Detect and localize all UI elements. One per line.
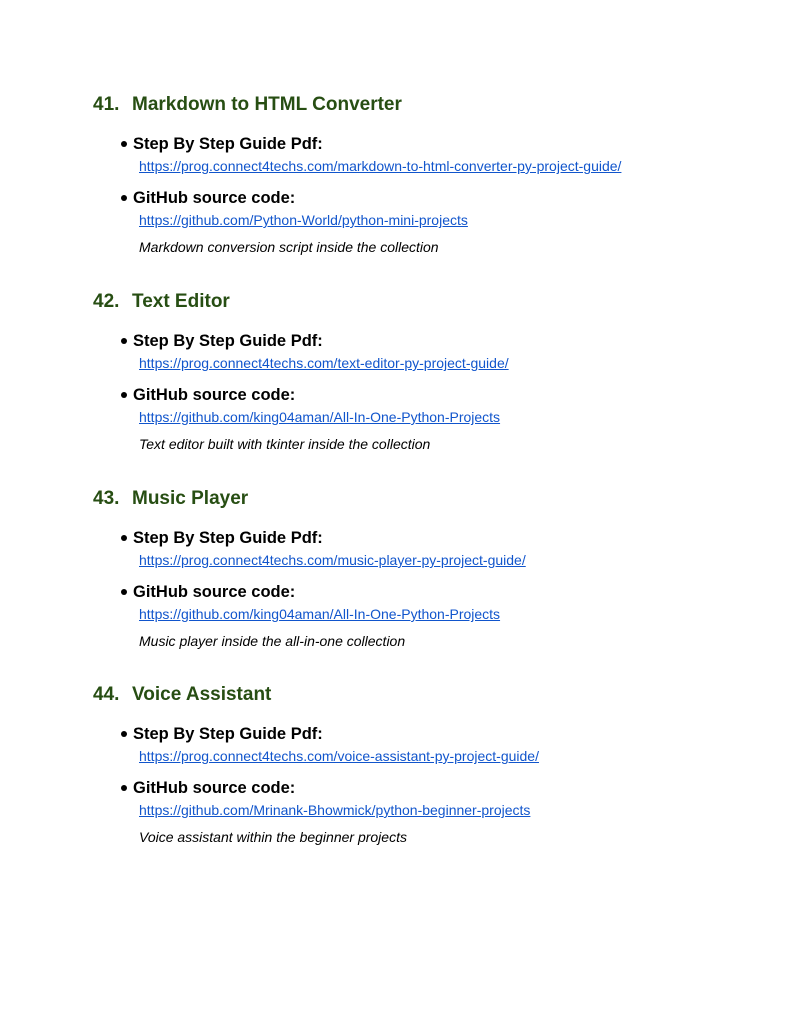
section-number: 44. <box>93 684 120 705</box>
guide-label: Step By Step Guide Pdf: <box>133 725 323 743</box>
guide-item <box>121 330 761 371</box>
github-label: GitHub source code: <box>133 386 296 404</box>
project-note: Voice assistant within the beginner projects <box>139 829 407 845</box>
guide-label: Step By Step Guide Pdf: <box>133 529 323 547</box>
guide-link[interactable]: https://prog.connect4techs.com/text-editor-py-project-guide/ <box>139 355 509 371</box>
github-label: GitHub source code: <box>133 779 296 797</box>
github-link[interactable]: https://github.com/Python-World/python-mini-projects <box>139 212 468 228</box>
bullet-icon <box>121 392 127 398</box>
section-number: 43. <box>93 488 120 509</box>
project-note: Text editor built with tkinter inside the collection <box>139 436 431 452</box>
guide-item <box>121 133 761 174</box>
project-section-42 <box>93 290 753 452</box>
github-link[interactable]: https://github.com/Mrinank-Bhowmick/python-beginner-projects <box>139 802 531 818</box>
github-item <box>121 777 761 845</box>
bullet-icon <box>121 195 127 201</box>
guide-item <box>121 723 761 764</box>
bullet-icon <box>121 338 127 344</box>
section-number: 42. <box>93 291 120 312</box>
guide-label: Step By Step Guide Pdf: <box>133 332 323 350</box>
project-section-44 <box>93 683 753 845</box>
bullet-icon <box>121 141 127 147</box>
github-link[interactable]: https://github.com/king04aman/All-In-One-Python-Projects <box>139 606 501 622</box>
section-title: Markdown to HTML Converter <box>132 94 402 115</box>
guide-link[interactable]: https://prog.connect4techs.com/markdown-to-html-converter-py-project-guide/ <box>139 158 622 174</box>
guide-link[interactable]: https://prog.connect4techs.com/voice-assistant-py-project-guide/ <box>139 748 539 764</box>
bullet-icon <box>121 589 127 595</box>
github-link[interactable]: https://github.com/king04aman/All-In-One-Python-Projects <box>139 409 501 425</box>
project-section-43 <box>93 487 753 649</box>
github-label: GitHub source code: <box>133 583 296 601</box>
section-number: 41. <box>93 94 120 115</box>
guide-item <box>121 527 761 568</box>
github-item <box>121 581 761 649</box>
project-section-41 <box>93 93 753 255</box>
bullet-icon <box>121 731 127 737</box>
section-title: Voice Assistant <box>132 684 272 705</box>
project-note: Music player inside the all-in-one collection <box>139 633 406 649</box>
bullet-icon <box>121 785 127 791</box>
bullet-icon <box>121 535 127 541</box>
section-heading <box>93 487 753 511</box>
github-item <box>121 384 761 452</box>
guide-link[interactable]: https://prog.connect4techs.com/music-player-py-project-guide/ <box>139 552 526 568</box>
github-label: GitHub source code: <box>133 189 296 207</box>
section-heading <box>93 683 753 707</box>
section-title: Music Player <box>132 488 249 509</box>
section-title: Text Editor <box>132 291 230 312</box>
section-heading <box>93 93 753 117</box>
guide-label: Step By Step Guide Pdf: <box>133 135 323 153</box>
section-heading <box>93 290 753 314</box>
project-note: Markdown conversion script inside the collection <box>139 239 439 255</box>
github-item <box>121 187 761 255</box>
